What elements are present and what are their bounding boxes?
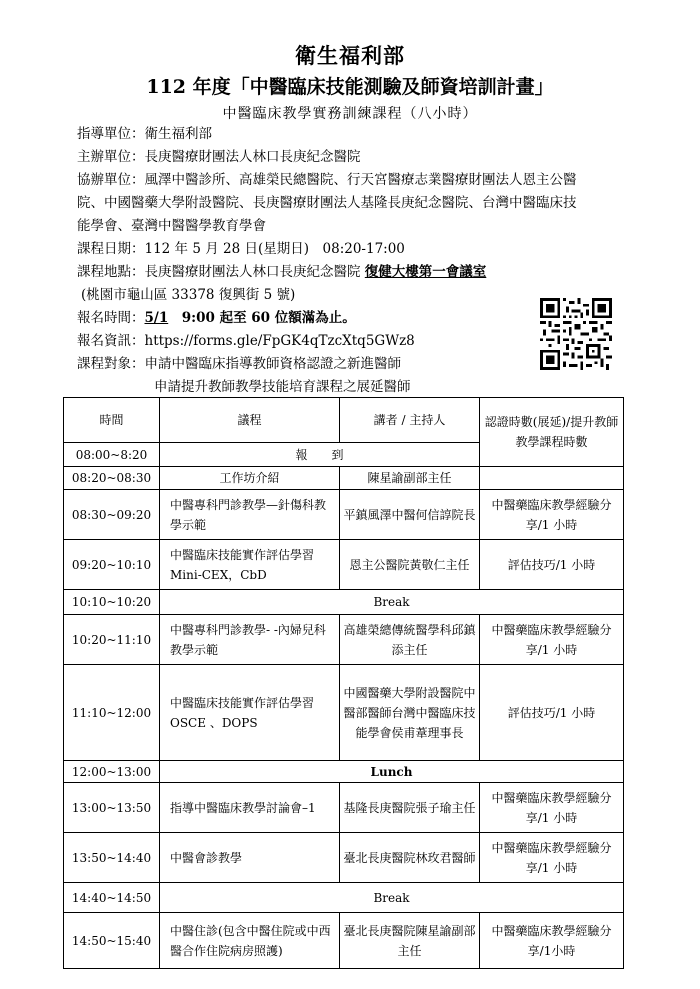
table-header-row — [64, 398, 624, 423]
qr-code-icon[interactable] — [540, 298, 612, 370]
signup-url[interactable]: https://forms.gle/FpGK4qTzcXtq5GWz8 — [144, 333, 415, 349]
header-hours: 認證時數(展延)/提升教師教學課程時數 — [480, 398, 624, 467]
header-topic: 議程 — [160, 398, 340, 443]
row-full: 報 到 — [160, 443, 480, 467]
signup-info-row: 報名資訊：https://forms.gle/FpGK4qTzcXtq5GWz8 — [77, 333, 415, 349]
co-organizer-line2: 院、中國醫藥大學附設醫院、長庚醫療財團法人基隆長庚紀念醫院、台灣中醫臨床技 — [77, 195, 577, 211]
plan-title: 112 年度「中醫臨床技能測驗及師資培訓計畫」 — [146, 76, 554, 98]
header-time: 時間 — [64, 398, 160, 443]
table-row: 13:50~14:40 中醫會診教學 臺北長庚醫院林玫君醫師 中醫藥臨床教學經驗分享/1 小時 — [64, 833, 624, 883]
course-title: 中醫臨床教學實務訓練課程（八小時） — [222, 106, 478, 122]
table-row: 08:30~09:20 中醫專科門診教學—針傷科教學示範 平鎮風澤中醫何信諄院長 中醫藥臨床教學經驗分享/1 小時 — [64, 490, 624, 540]
location-room: 復健大樓第一會議室 — [364, 264, 487, 280]
header-speaker: 講者 / 主持人 — [340, 398, 480, 443]
supervisor-row: 指導單位：衛生福利部 — [77, 126, 212, 142]
table-row: 09:20~10:10 中醫臨床技能實作評估學習 Mini-CEX，CbD 恩主公醫院黃敬仁主任 評估技巧/1 小時 — [64, 540, 624, 590]
supervisor: 衛生福利部 — [144, 126, 212, 142]
organizer: 長庚醫療財團法人林口長庚紀念醫院 — [144, 149, 361, 165]
row-time: 08:00~8:20 — [64, 443, 160, 467]
table-row: 13:00~13:50 指導中醫臨床教學討論會–1 基隆長庚醫院張子瑜主任 中醫藥臨床教學經驗分享/1 小時 — [64, 783, 624, 833]
address: (桃園市龜山區 33378 復興街 5 號) — [81, 287, 296, 303]
target-line2: 申請提升教師教學技能培育課程之展延醫師 — [154, 379, 411, 395]
course-date: 112 年 5 月 28 日(星期日) 08:20-17:00 — [144, 241, 405, 257]
target-row: 課程對象：申請中醫臨床指導教師資格認證之新進醫師 — [77, 356, 401, 372]
table-row: 08:20~08:30 工作坊介紹 陳星諭副部主任 — [64, 467, 624, 490]
table-row: 14:50~15:40 中醫住診(包含中醫住院或中西醫合作住院病房照護) 臺北長庚醫院陳星諭副部主任 中醫藥臨床教學經驗分享/1小時 — [64, 913, 624, 969]
organizer-row: 主辦單位：長庚醫療財團法人林口長庚紀念醫院 — [77, 149, 361, 165]
signup-text: 9:00 起至 60 位額滿為止。 — [168, 310, 356, 326]
table-row: 10:10~10:20 Break — [64, 590, 624, 615]
signup-row: 報名時間：5/1 9:00 起至 60 位額滿為止。 — [77, 310, 356, 326]
schedule-table — [63, 397, 624, 969]
table-row: 11:10~12:00 中醫臨床技能實作評估學習 OSCE 、DOPS 中國醫藥大學附設醫院中醫部醫師台灣中醫臨床技能學會侯甫葦理事長 評估技巧/1 小時 — [64, 665, 624, 761]
table-row: 12:00~13:00 Lunch — [64, 761, 624, 783]
date-row: 課程日期：112 年 5 月 28 日(星期日) 08:20-17:00 — [77, 241, 405, 257]
location: 長庚醫療財團法人林口長庚紀念醫院 — [144, 264, 361, 280]
location-row: 課程地點：長庚醫療財團法人林口長庚紀念醫院 復健大樓第一會議室 — [77, 264, 487, 280]
table-row: 14:40~14:50 Break — [64, 883, 624, 913]
ministry-title: 衛生福利部 — [295, 43, 405, 68]
table-row: 10:20~11:10 中醫專科門診教學- -內婦兒科教學示範 高雄榮總傳統醫學科邱鎮添主任 中醫藥臨床教學經驗分享/1 小時 — [64, 615, 624, 665]
co-organizer-line3: 能學會、臺灣中醫醫學教育學會 — [77, 218, 266, 234]
signup-date: 5/1 — [144, 310, 169, 326]
co-organizer-row: 協辦單位：風澤中醫診所、高雄榮民總醫院、行天宮醫療志業醫療財團法人恩主公醫 — [77, 172, 577, 188]
